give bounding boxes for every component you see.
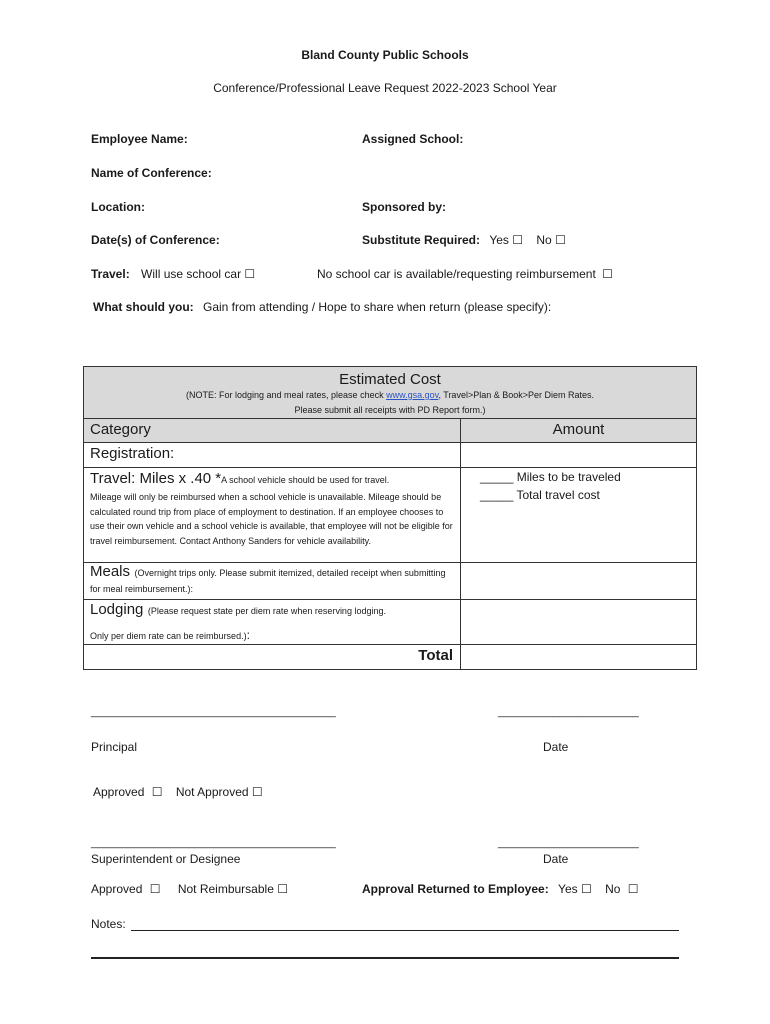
substitute-yes-checkbox[interactable]: ☐ (512, 233, 524, 247)
approval-returned-row (362, 882, 639, 896)
superintendent-label: Superintendent or Designee (91, 852, 241, 866)
principal-approved-label: Approved (93, 785, 145, 799)
approval-returned-label: Approval Returned to Employee: (362, 882, 549, 896)
estimated-cost-table (83, 366, 697, 670)
miles-traveled-line: _____ Miles to be traveled (480, 470, 621, 484)
lodging-label: Lodging (90, 601, 144, 618)
not-reimbursable-label: Not Reimbursable (177, 882, 274, 896)
substitute-no-label: No (536, 233, 552, 247)
meals-label: Meals (90, 563, 131, 580)
lodging-note-1: (Please request state per diem rate when reserving lodging. (147, 606, 386, 616)
travel-cost-header (90, 470, 389, 488)
meals-note: (Overnight trips only. Please submit itemized, detailed receipt when submitting for meal reimbursement.): (90, 568, 446, 594)
travel-miles-label: Travel: Miles x .40 * (90, 470, 222, 487)
assigned-school-label: Assigned School: (362, 132, 464, 146)
lodging-row-2 (90, 626, 250, 644)
no-school-car-label: No school car is available/requesting reimbursement (317, 267, 596, 281)
principal-approval-row (93, 785, 263, 799)
substitute-required-row (362, 233, 566, 247)
notes-line-1[interactable] (131, 930, 679, 931)
district-title: Bland County Public Schools (301, 48, 469, 62)
superintendent-signature-line[interactable]: ________________________________________ (91, 837, 336, 849)
table-note-line2: Please submit all receipts with PD Report form.) (294, 405, 486, 415)
notes-line-2[interactable] (91, 957, 679, 959)
lodging-note-2: Only per diem rate can be reimbursed.) (90, 631, 247, 641)
employee-name-label: Employee Name: (91, 132, 188, 146)
travel-note-body: Mileage will only be reimbursed when a school vehicle is unavailable. Mileage should be calculated round trip from place of employment to destination. If an employee chooses to use their own vehicle and a school vehicle is available, that employee will not be eligible for travel reimbursement. Contact Anthony Sanders for vehicle availability. (90, 492, 453, 546)
meals-row (90, 565, 458, 596)
returned-no-label: No (605, 882, 621, 896)
conference-name-label: Name of Conference: (91, 166, 212, 180)
returned-no-checkbox[interactable]: ☐ (627, 882, 639, 896)
substitute-no-checkbox[interactable]: ☐ (555, 233, 566, 247)
returned-yes-checkbox[interactable]: ☐ (580, 882, 592, 896)
principal-not-approved-checkbox[interactable]: ☐ (251, 785, 263, 799)
principal-date-line[interactable]: _______________________ (498, 706, 639, 718)
principal-date-label: Date (543, 740, 569, 754)
no-school-car-checkbox[interactable]: ☐ (602, 267, 613, 281)
principal-label: Principal (91, 740, 138, 754)
substitute-yes-label: Yes (489, 233, 509, 247)
amount-header: Amount (552, 421, 605, 438)
table-note-line1 (84, 390, 696, 400)
travel-inline-note: A school vehicle should be used for travel. (221, 475, 390, 485)
lodging-colon: : (246, 628, 250, 642)
school-car-label: Will use school car (141, 267, 242, 281)
total-travel-cost-line: _____ Total travel cost (480, 488, 600, 502)
form-title: Conference/Professional Leave Request 2022-2023 School Year (213, 81, 557, 95)
location-label: Location: (91, 200, 145, 214)
total-label: Total (418, 647, 453, 664)
superintendent-date-line[interactable]: _______________________ (498, 837, 639, 849)
superintendent-approved-checkbox[interactable]: ☐ (149, 882, 161, 896)
principal-signature-line[interactable]: ________________________________________ (91, 706, 336, 718)
note-prefix: (NOTE: For lodging and meal rates, please check (185, 390, 387, 400)
lodging-row (90, 601, 386, 619)
conference-dates-label: Date(s) of Conference: (91, 233, 220, 247)
not-reimbursable-checkbox[interactable]: ☐ (277, 882, 288, 896)
no-school-car-row (317, 267, 613, 281)
sponsored-by-label: Sponsored by: (362, 200, 447, 214)
table-title: Estimated Cost (339, 371, 441, 388)
travel-label: Travel: (91, 267, 130, 281)
superintendent-date-label: Date (543, 852, 569, 866)
gain-from-label: Gain from attending / Hope to share when return (please specify): (203, 300, 552, 314)
registration-label: Registration: (90, 445, 175, 462)
returned-yes-label: Yes (558, 882, 578, 896)
travel-row (91, 267, 255, 281)
school-car-checkbox[interactable]: ☐ (244, 267, 256, 281)
substitute-required-label: Substitute Required: (362, 233, 481, 247)
what-should-you-row (93, 300, 551, 314)
what-should-you-label: What should you: (93, 300, 194, 314)
note-suffix: , Travel>Plan & Book>Per Diem Rates. (438, 390, 595, 400)
superintendent-approved-label: Approved (91, 882, 143, 896)
notes-label: Notes: (91, 917, 126, 931)
category-header: Category (90, 421, 151, 438)
principal-not-approved-label: Not Approved (175, 785, 249, 799)
gsa-link[interactable]: www.gsa.gov (386, 390, 439, 400)
principal-approved-checkbox[interactable]: ☐ (151, 785, 163, 799)
superintendent-approval-row (91, 882, 288, 896)
